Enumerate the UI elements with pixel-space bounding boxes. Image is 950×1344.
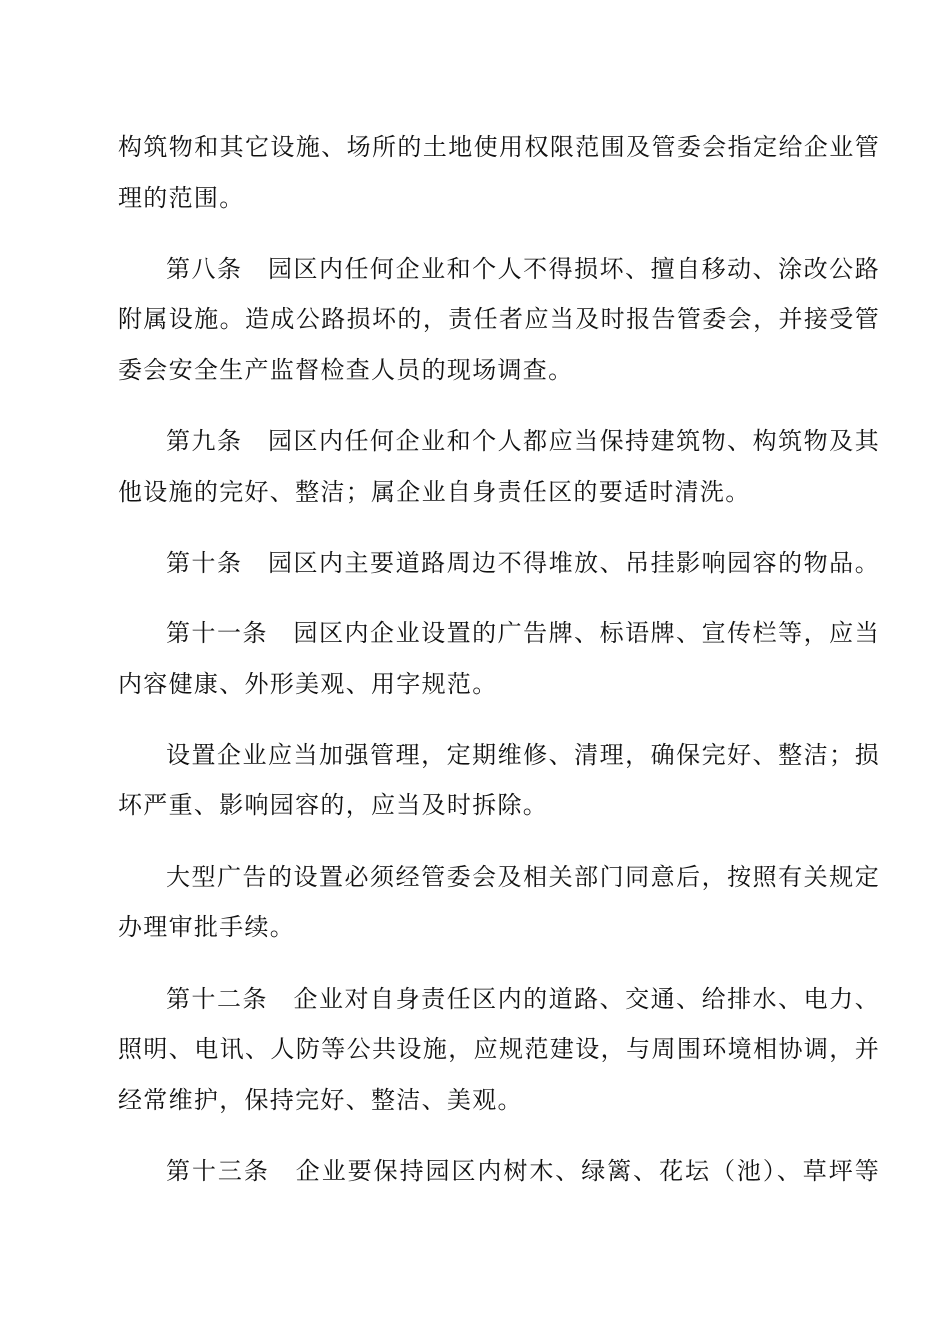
text-line: 经常维护，保持完好、整洁、美观。 — [118, 1086, 523, 1114]
text-line: 构筑物和其它设施、场所的土地使用权限范围及管委会指定给企业管 — [118, 133, 880, 161]
text-line: 照明、电讯、人防等公共设施，应规范建设，与周围环境相协调，并 — [118, 1035, 880, 1063]
text-line: 委会安全生产监督检查人员的现场调查。 — [118, 356, 574, 384]
paragraph-line: 设置企业应当加强管理，定期维修、清理，确保完好、整洁；损 — [166, 741, 880, 769]
text-line: 附属设施。造成公路损坏的，责任者应当及时报告管委会，并接受管 — [118, 305, 880, 333]
article-13-heading-line: 第十三条 企业要保持园区内树木、绿篱、花坛（池）、草坪等 — [166, 1157, 880, 1185]
article-12-heading-line: 第十二条 企业对自身责任区内的道路、交通、给排水、电力、 — [166, 985, 880, 1013]
text-line: 办理审批手续。 — [118, 913, 296, 941]
text-line: 他设施的完好、整洁；属企业自身责任区的要适时清洗。 — [118, 478, 751, 506]
article-8-heading-line: 第八条 园区内任何企业和个人不得损坏、擅自移动、涂改公路 — [166, 255, 880, 283]
text-line: 内容健康、外形美观、用字规范。 — [118, 670, 498, 698]
text-line: 理的范围。 — [118, 184, 245, 212]
article-11-heading-line: 第十一条 园区内企业设置的广告牌、标语牌、宣传栏等，应当 — [166, 619, 880, 647]
paragraph-line: 大型广告的设置必须经管委会及相关部门同意后，按照有关规定 — [166, 863, 880, 891]
article-10-line: 第十条 园区内主要道路周边不得堆放、吊挂影响园容的物品。 — [166, 549, 880, 577]
text-line: 坏严重、影响园容的，应当及时拆除。 — [118, 791, 549, 819]
article-9-heading-line: 第九条 园区内任何企业和个人都应当保持建筑物、构筑物及其 — [166, 427, 880, 455]
